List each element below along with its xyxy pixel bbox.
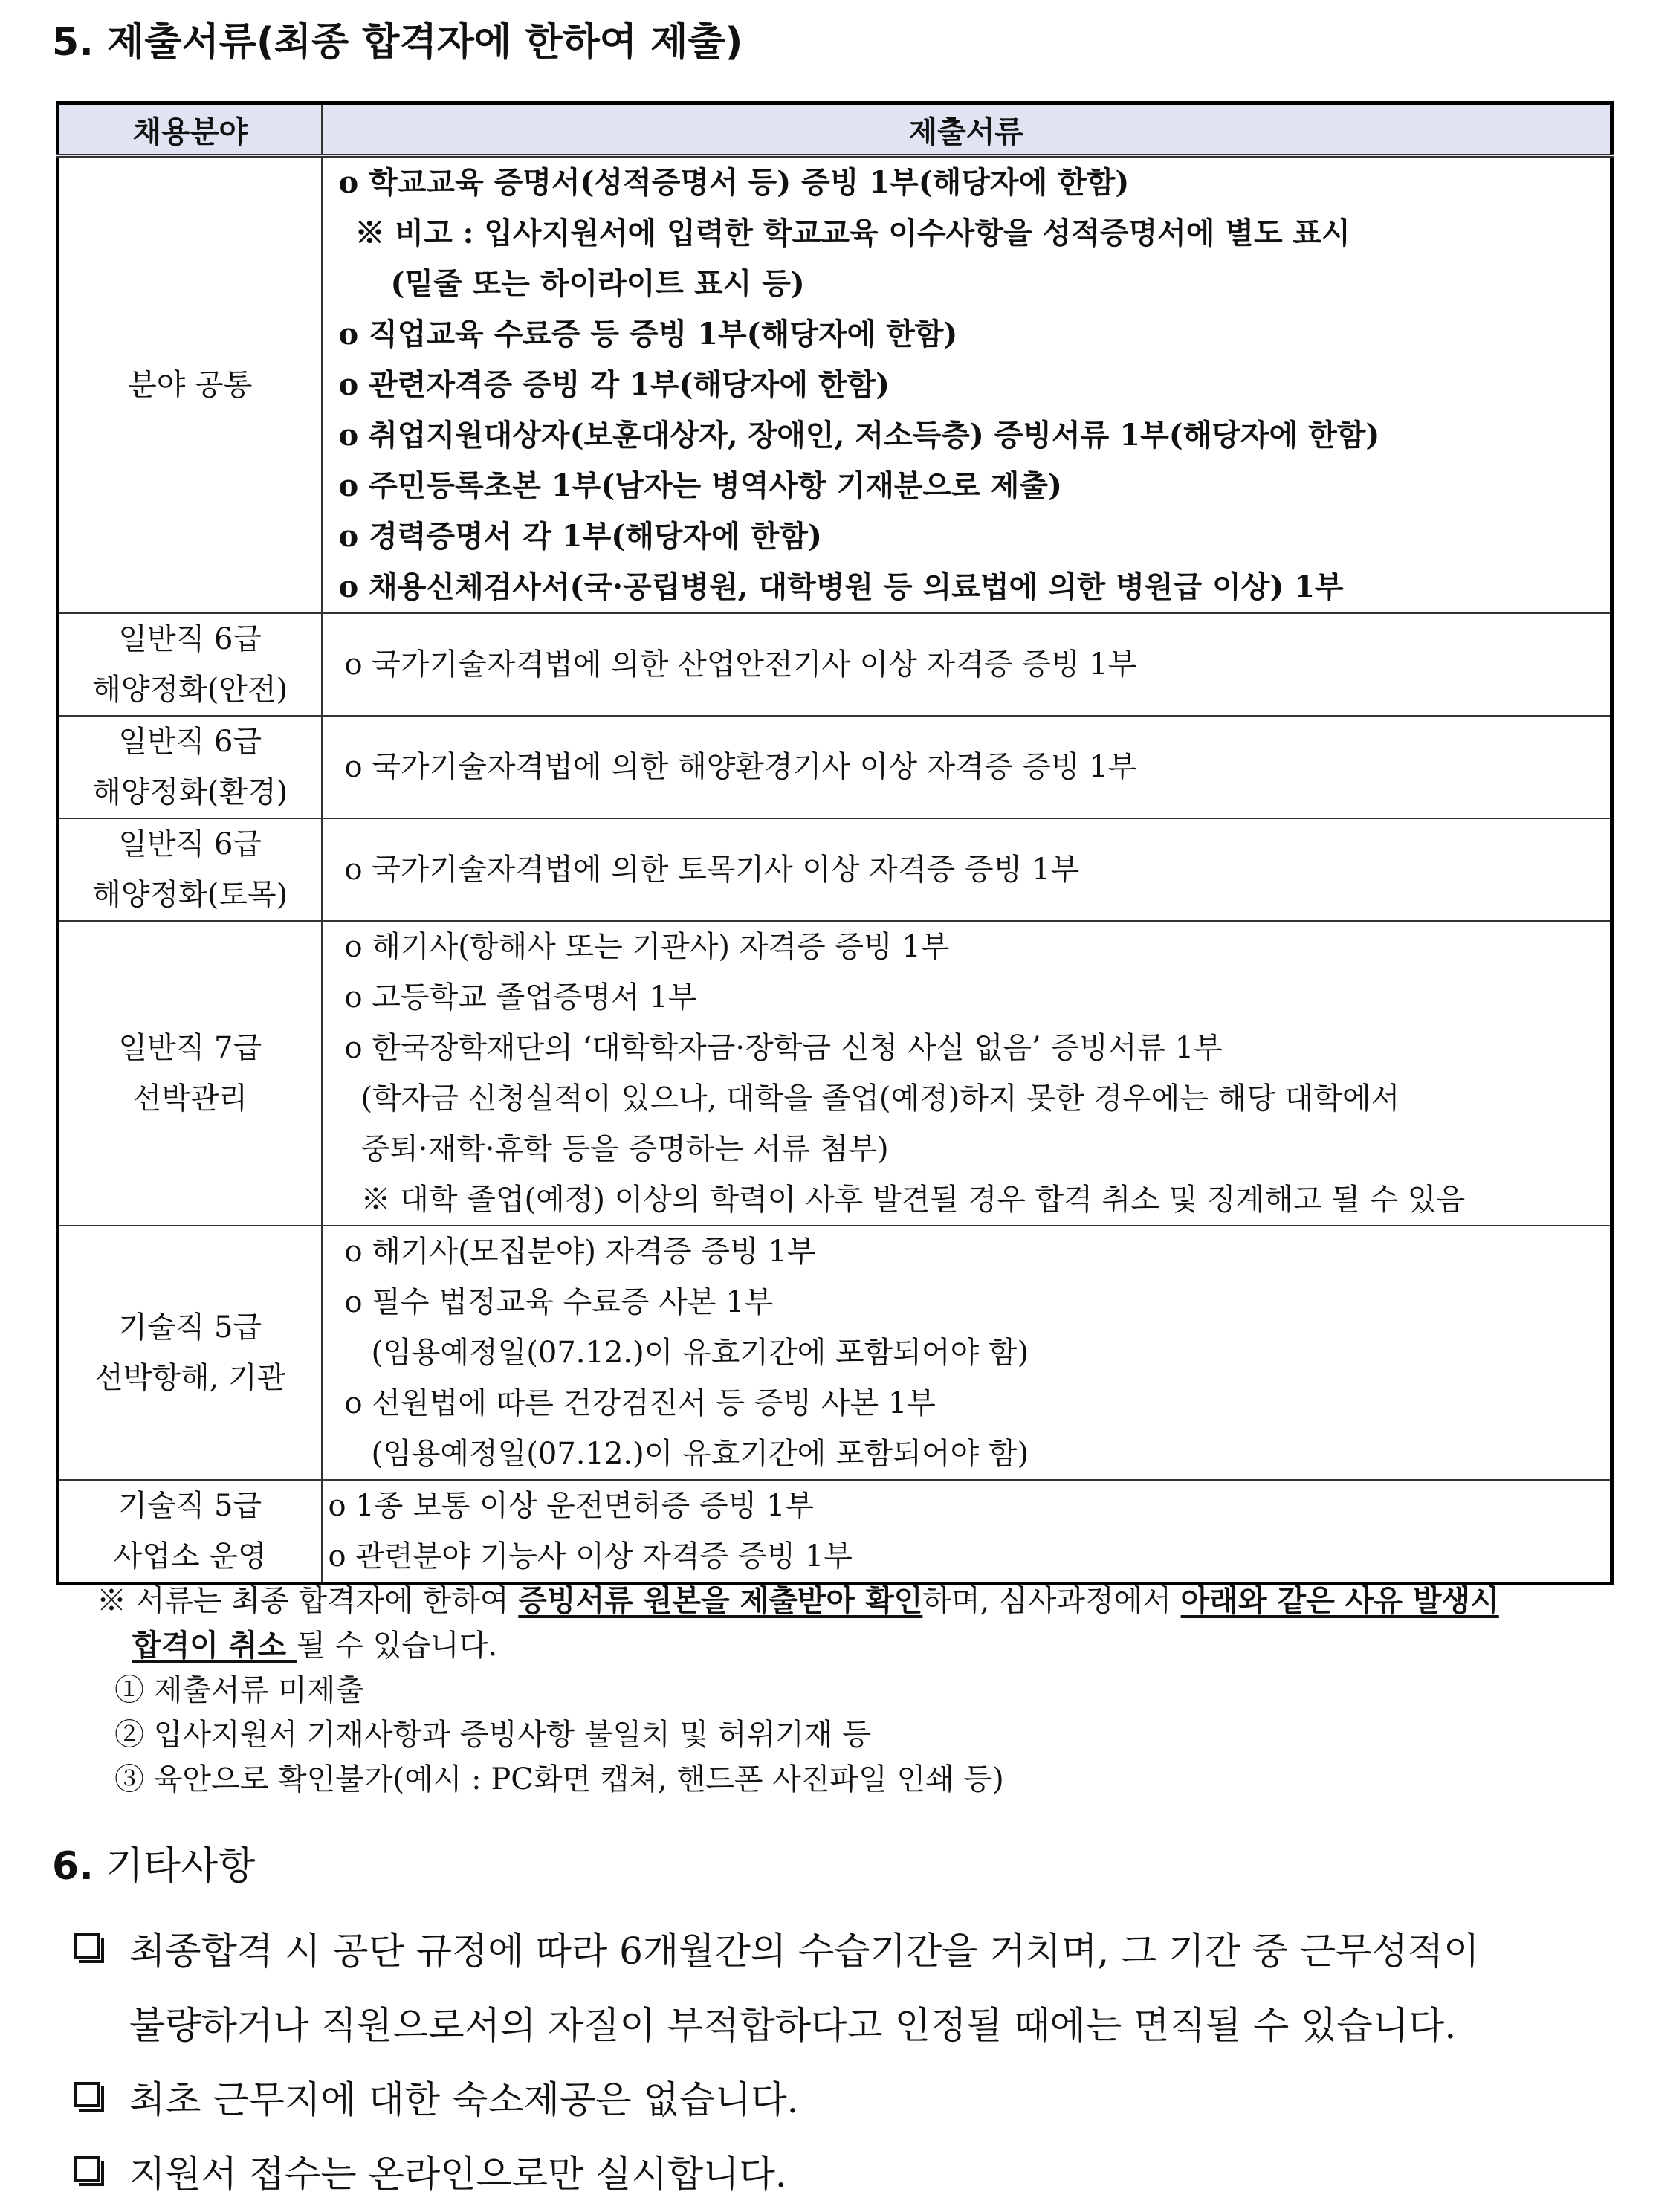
other-items: [74, 1914, 1643, 2211]
field-label: 선박항해, 기관: [94, 1361, 286, 1395]
note-item: ② 입사지원서 기재사항과 증빙사항 불일치 및 허위기재 등: [114, 1718, 871, 1752]
documents-table: [56, 101, 1614, 1585]
table-row: [58, 1226, 1612, 1480]
field-label: 분야 공통: [128, 368, 253, 402]
field-label: 해양정화(환경): [92, 775, 288, 809]
doc-line: o 주민등록초본 1부(남자는 병역사항 기재분으로 제출): [338, 468, 1062, 503]
note-emphasis: 아래와 같은 사유 발생시: [1180, 1583, 1499, 1618]
doc-note: (학자금 신청실적이 있으나, 대학을 졸업(예정)하지 못한 경우에는 해당 대학에서: [360, 1081, 1400, 1116]
note-text: 될 수 있습니다.: [297, 1629, 498, 1663]
field-label: 기술직 5급: [118, 1310, 262, 1345]
doc-note: (임용예정일(07.12.)이 유효기간에 포함되어야 함): [371, 1336, 1029, 1370]
table-header-row: [58, 103, 1612, 156]
section-6-number: 6.: [52, 1844, 94, 1889]
doc-note: ※ 대학 졸업(예정) 이상의 학력이 사후 발견될 경우 합격 취소 및 징계해고 될 수 있음: [360, 1183, 1466, 1217]
checkbox-bullet-icon: [74, 1933, 100, 1959]
section-5-title: 5. 제출서류(최종 합격자에 한하여 제출): [52, 20, 743, 65]
doc-line: o 취업지원대상자(보훈대상자, 장애인, 저소득층) 증빙서류 1부(해당자에 한함): [338, 418, 1380, 453]
field-label: 선박관리: [132, 1081, 248, 1116]
doc-line: o 학교교육 증명서(성적증명서 등) 증빙 1부(해당자에 한함): [338, 165, 1130, 200]
doc-line: o 한국장학재단의 ‘대학학자금·장학금 신청 사실 없음’ 증빙서류 1부: [344, 1031, 1223, 1065]
notes-block: [97, 1579, 1643, 1802]
note-line: [97, 1579, 1643, 1623]
doc-line: o 필수 법정교육 수료증 사본 1부: [344, 1285, 774, 1319]
doc-note: (밑줄 또는 하이라이트 표시 등): [390, 266, 805, 301]
section-6-title: [52, 1834, 255, 1890]
doc-line: o 국가기술자격법에 의한 산업안전기사 이상 자격증 증빙 1부: [344, 647, 1137, 682]
field-cell: [58, 716, 322, 818]
section-6-label: 기타사항: [106, 1844, 256, 1889]
list-item: [74, 2063, 1643, 2137]
field-cell: [58, 1480, 322, 1584]
checkbox-bullet-icon: [74, 2082, 100, 2107]
note-line: [97, 1623, 1643, 1668]
doc-line: o 채용신체검사서(국·공립병원, 대학병원 등 의료법에 의한 병원급 이상) 1부: [338, 569, 1344, 604]
doc-line: o 해기사(항해사 또는 기관사) 자격증 증빙 1부: [344, 930, 950, 964]
doc-line: o 국가기술자격법에 의한 해양환경기사 이상 자격증 증빙 1부: [344, 750, 1137, 784]
field-label: 해양정화(토목): [92, 878, 288, 912]
field-label: 기술직 5급: [118, 1489, 262, 1523]
table-row: [58, 716, 1612, 818]
list-item: [74, 2137, 1643, 2211]
field-label: 일반직 6급: [118, 725, 262, 759]
doc-line: o 고등학교 졸업증명서 1부: [344, 980, 697, 1015]
field-label: 해양정화(안전): [92, 673, 288, 707]
doc-line: o 경력증명서 각 1부(해당자에 한함): [338, 519, 822, 554]
doc-line: o 선원법에 따른 건강검진서 등 증빙 사본 1부: [344, 1386, 936, 1420]
documents-cell: [322, 921, 1612, 1226]
table-row: [58, 818, 1612, 921]
doc-line: o 국가기술자격법에 의한 토목기사 이상 자격증 증빙 1부: [344, 853, 1080, 887]
documents-cell: [322, 1226, 1612, 1480]
header-field: 채용분야: [58, 103, 322, 156]
doc-note: (임용예정일(07.12.)이 유효기간에 포함되어야 함): [371, 1437, 1029, 1471]
field-cell: [58, 921, 322, 1226]
field-label: 일반직 6급: [118, 622, 262, 656]
documents-cell: [322, 1480, 1612, 1584]
list-item: [74, 1914, 1643, 2063]
table-row: [58, 156, 1612, 614]
doc-note: 중퇴·재학·휴학 등을 증명하는 서류 첨부): [360, 1132, 889, 1166]
bullet-text: 지원서 접수는 온라인으로만 실시합니다.: [129, 2153, 787, 2196]
note-item: ① 제출서류 미제출: [114, 1673, 364, 1707]
doc-note: ※ 비고 : 입사지원서에 입력한 학교교육 이수사항을 성적증명서에 별도 표시: [355, 216, 1350, 250]
header-documents: 제출서류: [322, 103, 1612, 156]
documents-cell: [322, 156, 1612, 614]
field-cell: [58, 613, 322, 716]
bullet-text: 최초 근무지에 대한 숙소제공은 없습니다.: [129, 2078, 799, 2121]
field-label: 사업소 운영: [113, 1539, 267, 1574]
table-row: [58, 921, 1612, 1226]
note-text: 하며, 심사과정에서: [922, 1584, 1181, 1618]
field-label: 일반직 6급: [118, 827, 262, 861]
note-emphasis: 합격이 취소: [132, 1628, 297, 1663]
doc-line: o 해기사(모집분야) 자격증 증빙 1부: [344, 1235, 816, 1269]
note-text: ※ 서류는 최종 합격자에 한하여: [97, 1584, 519, 1618]
bullet-text: 불량하거나 직원으로서의 자질이 부적합하다고 인정될 때에는 면직될 수 있습니다.: [129, 2004, 1457, 2047]
bullet-text: 최종합격 시 공단 규정에 따라 6개월간의 수습기간을 거치며, 그 기간 중 근무성적이: [129, 1930, 1480, 1973]
doc-line: o 직업교육 수료증 등 증빙 1부(해당자에 한함): [338, 317, 958, 352]
field-cell: [58, 156, 322, 614]
documents-cell: [322, 613, 1612, 716]
documents-cell: [322, 818, 1612, 921]
doc-line: o 관련자격증 증빙 각 1부(해당자에 한함): [338, 367, 890, 402]
doc-line: o 1종 보통 이상 운전면허증 증빙 1부: [328, 1489, 815, 1523]
field-cell: [58, 1226, 322, 1480]
field-label: 일반직 7급: [118, 1031, 262, 1065]
table-row: [58, 613, 1612, 716]
documents-cell: [322, 716, 1612, 818]
note-emphasis: 증빙서류 원본을 제출받아 확인: [518, 1583, 923, 1618]
note-item: ③ 육안으로 확인불가(예시 : PC화면 캡쳐, 핸드폰 사진파일 인쇄 등): [114, 1762, 1004, 1797]
checkbox-bullet-icon: [74, 2156, 100, 2182]
field-cell: [58, 818, 322, 921]
doc-line: o 관련분야 기능사 이상 자격증 증빙 1부: [328, 1539, 853, 1574]
table-row: [58, 1480, 1612, 1584]
